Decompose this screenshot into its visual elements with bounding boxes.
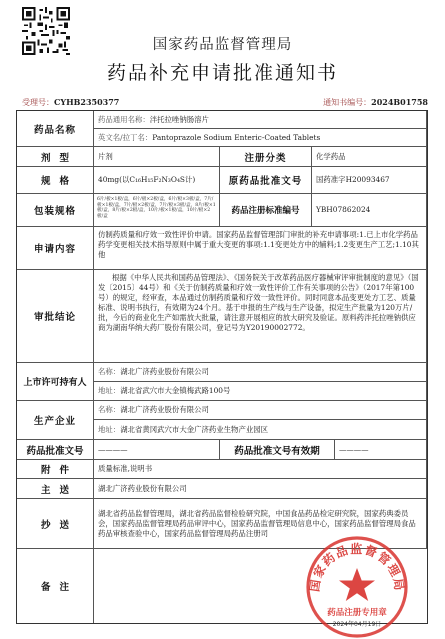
application-content-label: 申请内容 [17,227,94,270]
attachments-value: 质量标准,说明书 [94,460,427,479]
seal-date: 2024年04月19日 [332,621,382,628]
document-title: 药品补充申请批准通知书 [106,62,338,84]
packaging-value: 6片/板×1板/盒，6片/板×2板/盒，6片/板×3板/盒，7片/板×1板/盒，7片/板×2板/盒，7片/板×3板/盒，8片/板×1板/盒，8片/板×2板/盒，10片/板×1板/盒，10片/板×2板/盒 [94,194,220,227]
original-approval-number-label: 原药品批准文号 [220,167,312,194]
agency-name: 国家药品监督管理局 [152,37,293,53]
manufacturer-address: 地址： 湖北省黄冈武穴市大金广济药业生物产业园区 [94,420,427,440]
official-seal [305,535,409,639]
approval-number-value: ———— [94,440,220,460]
drug-name-label: 药品名称 [17,111,94,147]
drug-standard-code-label: 药品注册标准编号 [220,194,312,227]
mah-label: 上市许可持有人 [17,363,94,401]
cc-label: 抄送 [17,499,94,549]
approval-validity-label: 药品批准文号有效期 [220,440,335,460]
mah-name: 名称： 湖北广济药业股份有限公司 [94,363,427,382]
dosage-form-value: 片剂 [94,147,220,167]
approval-validity-value: ———— [335,440,427,460]
remarks-label: 备注 [17,549,94,623]
seal-star-icon [339,568,375,601]
specification-label: 规格 [17,167,94,194]
original-approval-number-value: 国药准字H20093467 [312,167,427,194]
generic-name: 药品通用名称：泮托拉唑钠肠溶片 [94,111,427,129]
approval-number-label: 药品批准文号 [17,440,94,460]
registration-class-label: 注册分类 [220,147,312,167]
packaging-label: 包装规格 [17,194,94,227]
dosage-form-label: 剂型 [17,147,94,167]
acceptance-number: 受理号：CYHB2350377 [22,97,120,107]
conclusion-label: 审批结论 [17,270,94,363]
mah-address: 地址： 湖北省武穴市大金镇梅武路100号 [94,382,427,401]
document-meta [10,97,438,107]
recipient-value: 湖北广济药业股份有限公司 [94,479,427,499]
manufacturer-label: 生产企业 [17,401,94,440]
attachments-label: 附件 [17,460,94,479]
manufacturer-name: 名称： 湖北广济药业股份有限公司 [94,401,427,420]
notice-number: 通知书编号：2024B01758 [323,97,428,107]
recipient-label: 主送 [17,479,94,499]
seal-center-text: 药品注册专用章 [327,608,387,618]
registration-class-value: 化学药品 [312,147,427,167]
drug-standard-code-value: YBH07862024 [312,194,427,227]
english-name: 英文名/拉丁名：Pantoprazole Sodium Enteric-Coated Tablets [94,129,427,147]
application-content-value: 仿制药质量和疗效一致性评价申请。国家药品监督管理部门审批的补充申请事项:1.已上市化学药品药学变更相关技术指导原则中属于重大变更的事项:1.1变更处方中的辅料;1.2变更生产工艺;1.10其他 [94,227,427,270]
cc-value: 湖北省药品监督管理局，湖北省药品监督检验研究院，中国食品药品检定研究院，国家药典委员会，国家药品监督管理局药品审评中心，国家药品监督管理局信息中心，国家药品监督管理局食品药品审核查验中心，国家药品监督管理局药品注册司 [94,499,427,549]
conclusion-value: 根据《中华人民共和国药品管理法》、《国务院关于改革药品医疗器械审评审批制度的意见》（国发〔2015〕44号）和《关于仿制药质量和疗效一致性评价工作有关事项的公告》（2017年第100号）的规定，经审查，本品通过仿制药质量和疗效一致性评价。同时同意本品变更处方工艺、质量标准、说明书执行，有效期为24个月。基于申报的生产线与生产设备，拟定生产批量为120万片/批，今后的商业化生产如需放大批量，请注意开展相应的放大研究及验证。原料药泮托拉唑钠供应商为湖南华纳大药厂股份有限公司，登记号为Y20190002772。 [94,270,427,363]
seal-ring-text: 国家药品监督管理局 [307,542,407,593]
specification-value: 40mg(以C₁₆H₁₅F₂N₃O₄S计) [94,167,220,194]
